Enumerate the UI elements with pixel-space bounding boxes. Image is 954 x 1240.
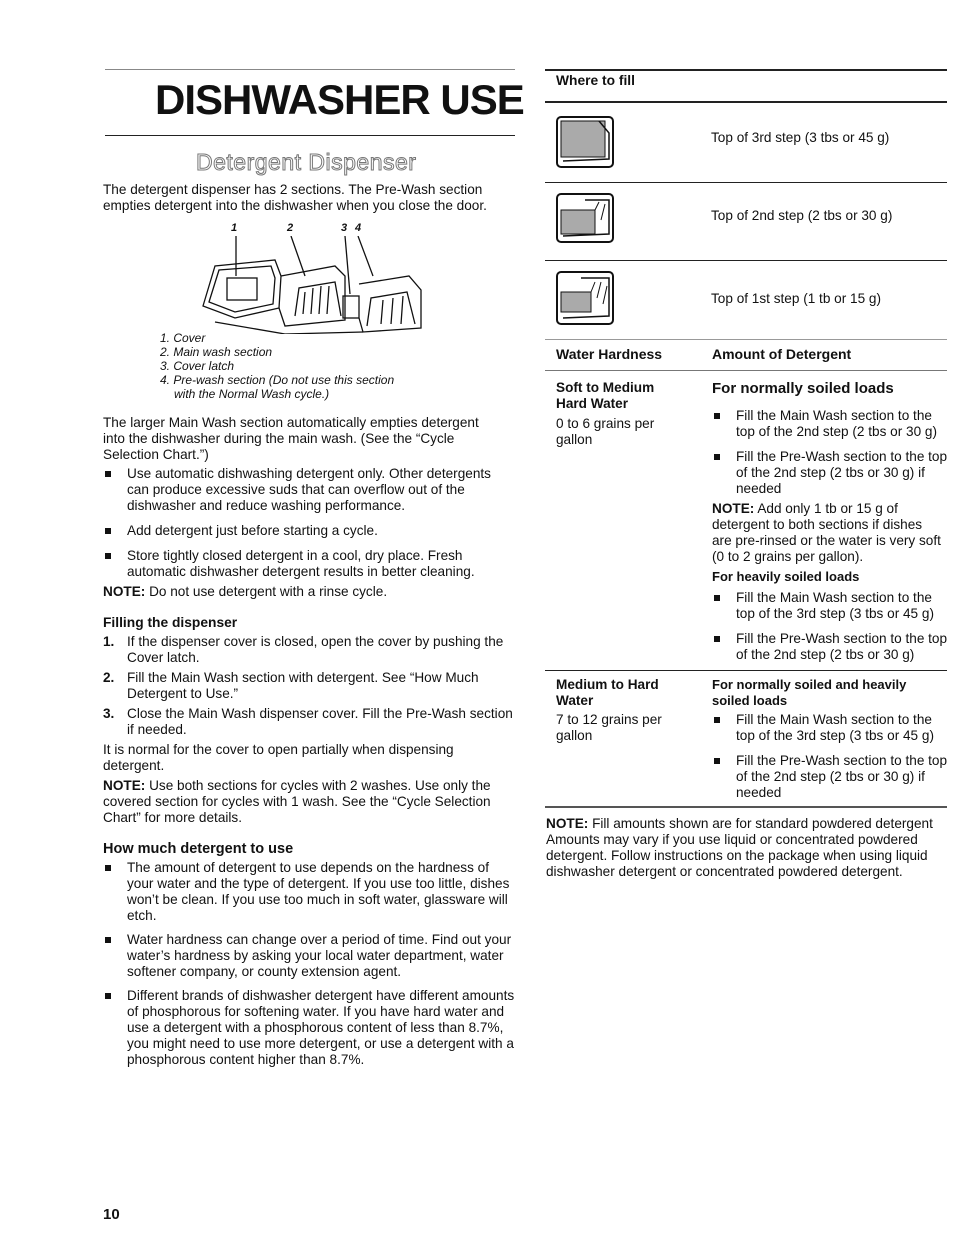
caption-2: 2. Main wash section <box>160 345 273 359</box>
top-rule-left <box>105 69 515 70</box>
soft-heavy-list <box>712 590 952 670</box>
list-item: Fill the Main Wash section to the top of the 3rd step (3 tbs or 45 g) <box>712 712 952 744</box>
caption-4-cont: with the Normal Wash cycle.) <box>174 387 330 401</box>
bottom-note <box>546 816 952 880</box>
list-item: Fill the Pre-Wash section to the top of the 2nd step (2 tbs or 30 g) if needed <box>712 753 952 801</box>
step-item <box>103 706 513 738</box>
soft-normal-heading: For normally soiled loads <box>712 380 894 397</box>
note-label: NOTE: <box>712 501 755 516</box>
list-item: Fill the Pre-Wash section to the top of the 2nd step (2 tbs or 30 g) if needed <box>712 449 952 497</box>
fill-level-1st: Top of 1st step (1 tb or 15 g) <box>711 291 882 306</box>
hard-list <box>712 712 952 808</box>
step-number: 2. <box>103 670 115 685</box>
list-item: Store tightly closed detergent in a cool, dry place. Fresh automatic dishwasher detergent results in better cleaning. <box>103 548 515 580</box>
step-text: Fill the Main Wash section with detergent. See “How Much Detergent to Use.” <box>127 670 479 701</box>
list-item: Different brands of dishwasher detergent have different amounts of phosphorous for softening water. If you have hard water and use a detergent with a phosphorous content of less than 8.7%, you might need to use more detergent, or use a detergent with a phosphorous content higher than 8.7%. <box>103 988 517 1068</box>
step-number: 3. <box>103 706 115 721</box>
step-text: Close the Main Wash dispenser cover. Fill the Pre-Wash section if needed. <box>127 706 513 737</box>
list-item: Add detergent just before starting a cycle. <box>103 523 515 539</box>
dispenser-illustration <box>195 236 430 334</box>
cup-full-3rd-step-icon <box>555 113 617 171</box>
fill-row-divider <box>545 182 947 183</box>
dispenser-diagram <box>195 222 430 334</box>
hard-heading: For normally soiled and heavily soiled loads <box>712 677 907 708</box>
where-to-fill-heading: Where to fill <box>556 73 635 88</box>
list-item: Water hardness can change over a period of time. Find out your water’s hardness by asking your local water department, water softener company, or county extension agent. <box>103 932 517 980</box>
soft-water-range: 0 to 6 grains per gallon <box>556 416 655 447</box>
note-text: Add only 1 tb or 15 g of detergent to both sections if dishes are pre-rinsed or the water is very soft (0 to 2 grains per gallon). <box>712 501 941 564</box>
filling-heading: Filling the dispenser <box>103 615 238 630</box>
cup-2nd-step-icon <box>555 190 617 246</box>
main-wash-paragraph: The larger Main Wash section automatically empties detergent into the dishwasher during the main wash. (See the “Cycle Selection Chart.”) <box>103 415 479 462</box>
step-number: 1. <box>103 634 115 649</box>
note-text: Use both sections for cycles with 2 washes. Use only the covered section for cycles with 1 wash. See the “Cycle Selection Chart” for more details. <box>103 778 491 825</box>
fill-level-2nd: Top of 2nd step (2 tbs or 30 g) <box>711 208 893 223</box>
note-label: NOTE: <box>103 778 146 793</box>
soft-normal-list <box>712 408 952 504</box>
table-header-rule <box>545 370 947 371</box>
hard-water-label: Medium to Hard Water <box>556 677 659 708</box>
title-underline <box>105 135 515 136</box>
list-item: Use automatic dishwashing detergent only. Other detergents can produce excessive suds that can overflow out of the dishwasher and reduce washing performance. <box>103 466 515 514</box>
table-row-divider <box>545 670 947 671</box>
how-much-list <box>103 860 517 1075</box>
how-much-heading: How much detergent to use <box>103 841 294 857</box>
diagram-number-2: 2 <box>287 222 294 234</box>
soft-note <box>712 501 944 565</box>
diagram-number-3: 3 <box>341 222 348 234</box>
table-top-rule <box>545 339 947 340</box>
filling-steps <box>103 634 513 741</box>
fill-level-3rd: Top of 3rd step (3 tbs or 45 g) <box>711 130 890 145</box>
caption-4: 4. Pre-wash section (Do not use this section <box>160 373 395 387</box>
step-item <box>103 634 513 666</box>
top-rule-right <box>545 69 947 71</box>
page-number: 10 <box>103 1206 120 1223</box>
col-water-hardness: Water Hardness <box>556 346 663 362</box>
note-text: Do not use detergent with a rinse cycle. <box>145 584 388 599</box>
note-label: NOTE: <box>546 816 589 831</box>
section-title: Detergent Dispenser <box>196 149 417 175</box>
cup-1st-step-icon <box>555 268 617 328</box>
hard-water-range: 7 to 12 grains per gallon <box>556 712 662 743</box>
intro-paragraph: The detergent dispenser has 2 sections. The Pre-Wash section empties detergent into the dishwasher when you close the door. <box>103 182 487 213</box>
caption-1: 1. Cover <box>160 331 206 345</box>
soft-water-label: Soft to Medium Hard Water <box>556 380 655 411</box>
col-amount-of-detergent: Amount of Detergent <box>712 346 852 362</box>
diagram-number-1: 1 <box>231 222 238 234</box>
fill-row-divider <box>545 260 947 261</box>
caption-3: 3. Cover latch <box>160 359 235 373</box>
page-title: DISHWASHER USE <box>155 76 524 123</box>
list-item: The amount of detergent to use depends on the hardness of your water and the type of detergent. If you use too little, dishes won’t be clean. If you use too much in soft water, glassware will etch. <box>103 860 517 924</box>
diagram-number-4: 4 <box>355 222 362 234</box>
soft-heavy-heading: For heavily soiled loads <box>712 569 860 584</box>
note-text: Fill amounts shown are for standard powdered detergent Amounts may vary if you use liquid or concentrated powdered detergent. Follow instructions on the package when using liquid dishwasher detergent or concentrated powdered detergent. <box>546 816 933 879</box>
diagram-captions <box>160 331 394 401</box>
note-rinse <box>103 584 515 600</box>
note-label: NOTE: <box>103 584 146 599</box>
normal-cover-paragraph: It is normal for the cover to open partially when dispensing detergent. <box>103 742 454 773</box>
detergent-tips-list <box>103 466 515 587</box>
list-item: Fill the Main Wash section to the top of the 3rd step (3 tbs or 45 g) <box>712 590 952 622</box>
step-item <box>103 670 513 702</box>
list-item: Fill the Pre-Wash section to the top of the 2nd step (2 tbs or 30 g) <box>712 631 952 663</box>
step-text: If the dispenser cover is closed, open the cover by pushing the Cover latch. <box>127 634 504 665</box>
list-item: Fill the Main Wash section to the top of the 2nd step (2 tbs or 30 g) <box>712 408 952 440</box>
where-to-fill-rule <box>545 101 947 103</box>
table-bottom-rule <box>545 806 947 808</box>
note-two-washes <box>103 778 515 826</box>
